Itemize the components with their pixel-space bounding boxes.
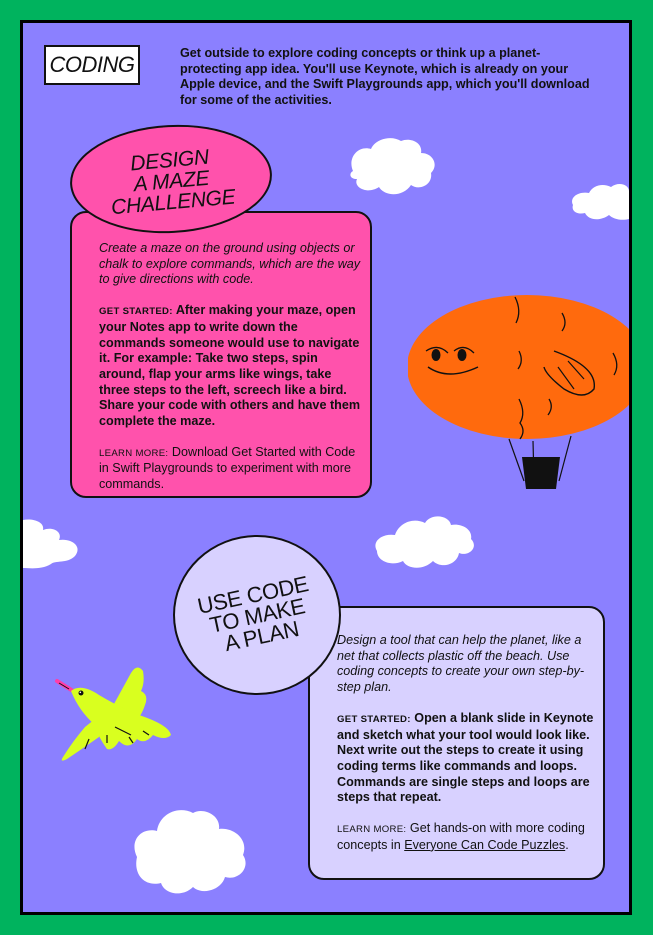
fish-balloon-illustration — [408, 271, 629, 493]
section-label-text: CODING — [49, 52, 135, 77]
activity-description: Design a tool that can help the planet, like a net that collects plastic off the beach. Use coding concepts to create your own step-by-step plan. — [337, 633, 585, 695]
cloud-icon — [371, 511, 477, 573]
activity-card-plan — [308, 606, 605, 880]
activity-title: USE CODE TO MAKE A PLAN — [194, 570, 311, 656]
activity-title-badge-plan — [173, 535, 341, 695]
learn-more-suffix: . — [565, 837, 569, 852]
page-frame — [20, 20, 632, 915]
activity-card-maze — [70, 211, 372, 498]
cloud-icon — [129, 805, 251, 897]
learn-more-text: Get hands-on with more coding concepts in — [337, 821, 585, 852]
get-started-text: After making your maze, open your Notes app to write down the commands someone would use to navigate it. For example: Take two steps, spin around, flap your arms like wings, take three steps to the left, screech like a bird. Share your code with others and have them complete the maze. — [99, 303, 361, 429]
cloud-icon — [345, 135, 439, 201]
learn-more-label: LEARN MORE: — [337, 824, 407, 836]
bird-illustration — [49, 655, 179, 765]
cloud-icon — [23, 518, 95, 570]
get-started-text: Open a blank slide in Keynote and sketch what your tool would look like. Next write out the steps to create it using coding terms like commands and loops. Commands are single steps and loops are steps that repeat. — [337, 710, 594, 805]
section-label — [44, 45, 140, 85]
learn-more-text: Download Get Started with Code in Swift Playgrounds to experiment with more commands. — [99, 444, 356, 492]
get-started-label: GET STARTED: — [99, 306, 173, 318]
activity-title: DESIGN A MAZE CHALLENGE — [109, 145, 236, 219]
learn-more-label: LEARN MORE: — [99, 447, 169, 459]
everyone-can-code-puzzles-link[interactable]: Everyone Can Code Puzzles — [404, 837, 566, 852]
activity-description: Create a maze on the ground using objects or chalk to explore commands, which are the way to give directions with code. — [99, 241, 361, 287]
cloud-icon — [569, 181, 629, 221]
intro-text: Get outside to explore coding concepts or think up a planet-protecting app idea. You'll use Keynote, which is already on your Apple device, and the Swift Playgrounds app, which you'll download for some of the activities. — [180, 46, 590, 107]
get-started-label: GET STARTED: — [337, 713, 411, 725]
